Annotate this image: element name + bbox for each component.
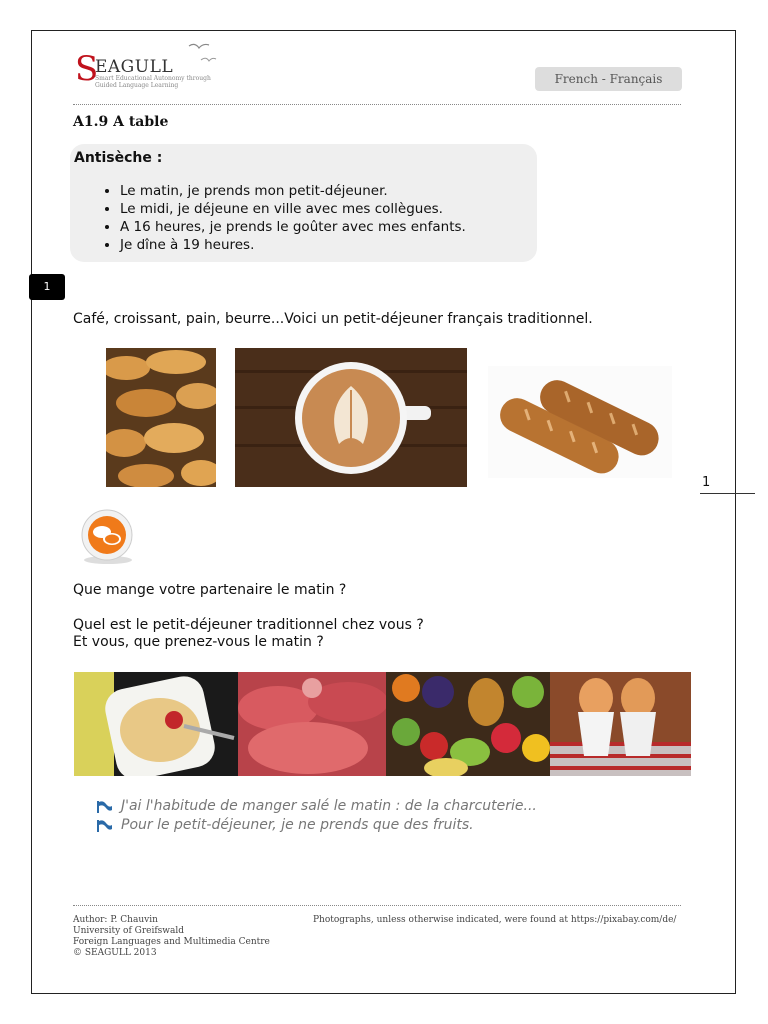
boiled-eggs-photo <box>550 672 691 776</box>
example-row <box>97 797 537 816</box>
footer-credits <box>73 915 270 959</box>
latte-photo <box>235 348 467 487</box>
photo-credit: Photographs, unless otherwise indicated, were found at https://pixabay.com/de/ <box>313 915 677 925</box>
example-text: J'ai l'habitude de manger salé le matin : de la charcuterie... <box>121 798 537 814</box>
cheatsheet-list <box>70 182 530 254</box>
baguettes-photo <box>488 366 672 478</box>
footer-author: Author: P. Chauvin <box>73 915 158 925</box>
charcuterie-photo <box>238 672 386 776</box>
header-divider <box>73 104 681 105</box>
cheatsheet-item: • A 16 heures, je prends le goûter avec mes enfants. <box>120 218 530 236</box>
footer-divider <box>73 905 681 906</box>
question-traditional: Quel est le petit-déjeuner traditionnel chez vous ? <box>73 617 424 633</box>
margin-line <box>700 493 755 494</box>
cheatsheet-title: Antisèche : <box>74 150 163 166</box>
seagull-logo <box>75 42 225 94</box>
example-text: Pour le petit-déjeuner, je ne prends que des fruits. <box>121 817 474 833</box>
fruits-photo <box>386 672 550 776</box>
cereal-bowl-photo <box>74 672 238 776</box>
question-you: Et vous, que prenez-vous le matin ? <box>73 634 324 650</box>
cheatsheet-item: • Le midi, je déjeune en ville avec mes collègues. <box>120 200 530 218</box>
lesson-title: A1.9 A table <box>73 114 169 130</box>
margin-number: 1 <box>702 475 711 490</box>
croissants-photo <box>106 348 216 487</box>
exercise-intro: Café, croissant, pain, beurre...Voici un petit-déjeuner français traditionnel. <box>73 311 593 327</box>
footer-centre: Foreign Languages and Multimedia Centre <box>73 937 270 947</box>
cheatsheet-item: • Je dîne à 19 heures. <box>120 236 530 254</box>
example-row <box>97 816 537 835</box>
seagull-bird-icon <box>187 42 217 68</box>
flag-bullet-icon <box>97 819 113 833</box>
logo-wordmark: EAGULL <box>95 57 174 77</box>
footer-university: University of Greifswald <box>73 926 184 936</box>
cheatsheet-box <box>70 144 537 262</box>
question-partner: Que mange votre partenaire le matin ? <box>73 582 347 598</box>
example-answers <box>97 797 537 835</box>
logo-initial: S <box>75 49 99 89</box>
cheatsheet-item: • Le matin, je prends mon petit-déjeuner. <box>120 182 530 200</box>
logo-tagline: Smart Educational Autonomy through Guided Language Learning <box>95 75 211 89</box>
exercise-number-badge: 1 <box>29 274 65 300</box>
footer-copyright: © SEAGULL 2013 <box>73 948 157 958</box>
flag-bullet-icon <box>97 800 113 814</box>
language-badge: French - Français <box>535 67 682 91</box>
speech-bubbles-icon <box>78 508 136 566</box>
